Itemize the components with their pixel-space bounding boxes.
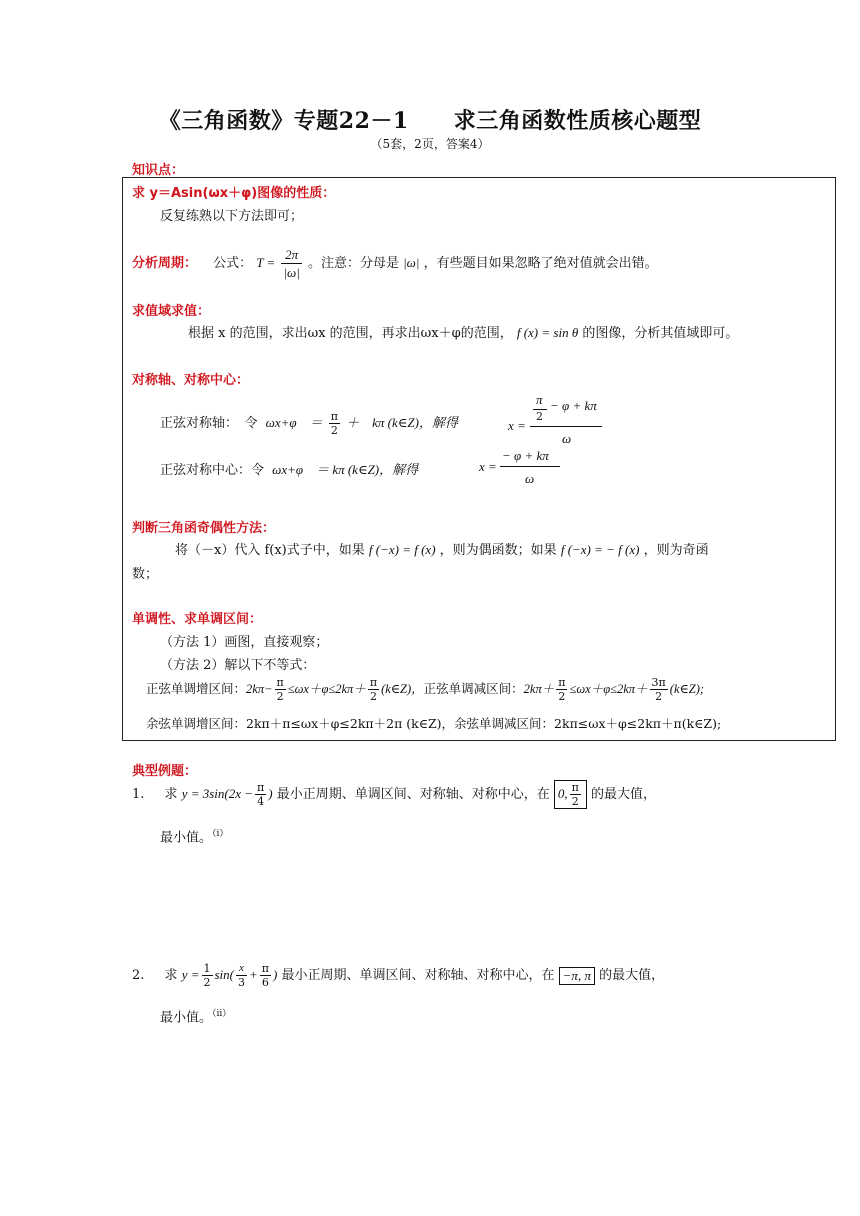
axis-num-two: 2 bbox=[536, 410, 543, 423]
range-formula: f (x) = sin θ bbox=[516, 325, 579, 340]
period-title: 分析周期： bbox=[132, 256, 198, 271]
example-1-close: ) bbox=[268, 786, 273, 801]
two-sym: 2 bbox=[655, 690, 663, 703]
example-2-sin: sin( bbox=[214, 967, 234, 982]
axis-row bbox=[160, 410, 458, 437]
sin-inc-c: (k∈Z)， bbox=[381, 682, 424, 696]
axis-pi: π bbox=[330, 410, 338, 423]
period-row bbox=[132, 246, 658, 281]
example-1-interval-frac bbox=[570, 781, 581, 808]
sine-intervals-row bbox=[146, 676, 704, 703]
example-2-pi-sixth bbox=[260, 962, 271, 989]
example-2-plus: + bbox=[249, 967, 258, 982]
parity-row bbox=[175, 539, 709, 558]
axis-x: x = bbox=[508, 418, 526, 433]
example-2-x-third bbox=[236, 962, 247, 989]
axis-num-top: π bbox=[536, 392, 543, 407]
example-1-b: 最小正周期、单调区间、对称轴、对称中心，在 bbox=[276, 787, 550, 802]
period-fraction bbox=[281, 246, 301, 281]
center-label: 正弦对称中心：令 bbox=[160, 463, 265, 478]
center-eq: ωx+φ ＝ kπ (k∈Z)，解得 bbox=[272, 462, 419, 477]
symmetry-title: 对称轴、对称中心： bbox=[132, 373, 250, 388]
sin-dec-a: 2kπ＋ bbox=[523, 682, 555, 696]
example-1-note: （i） bbox=[212, 829, 229, 839]
example-2-number: 2. bbox=[132, 968, 145, 983]
example-1-c: 的最大值， bbox=[591, 787, 657, 802]
range-text-a: 根据 x 的范围，求出ωx 的范围，再求出ωx＋φ的范围， bbox=[188, 326, 513, 341]
axis-eq-a: ωx+φ ＝ bbox=[265, 415, 323, 430]
pi-sym: π bbox=[276, 676, 284, 689]
example-1-interval bbox=[554, 780, 587, 809]
center-fraction-bar bbox=[500, 466, 560, 467]
example-2-b: 最小正周期、单调区间、对称轴、对称中心，在 bbox=[281, 968, 555, 983]
example-2-three: 3 bbox=[238, 976, 245, 989]
page-title: 《三角函数》专题22－1 求三角函数性质核心题型 bbox=[158, 108, 702, 134]
center-num: − φ + kπ bbox=[502, 448, 549, 463]
axis-pi-half bbox=[329, 410, 340, 437]
center-row bbox=[160, 459, 418, 478]
axis-two: 2 bbox=[330, 424, 338, 437]
parity-text-d: 数； bbox=[132, 567, 159, 582]
sin-inc-b: ≤ωx＋φ≤2kπ＋ bbox=[287, 682, 366, 696]
period-formula-lhs: T = bbox=[256, 255, 276, 270]
two-sym: 2 bbox=[369, 690, 377, 703]
sin-dec-c: (k∈Z); bbox=[669, 682, 705, 696]
cosine-intervals-row: 余弦单调增区间：2kπ＋π≤ωx＋φ≤2kπ＋2π (k∈Z)，余弦单调减区间：2kπ≤ωx＋φ≤2kπ＋π(k∈Z); bbox=[146, 716, 722, 731]
two-sym: 2 bbox=[276, 690, 284, 703]
example-2-pi: π bbox=[261, 962, 270, 975]
sin-inc-a: 2kπ− bbox=[246, 682, 273, 696]
axis-label: 正弦对称轴： 令 bbox=[160, 416, 258, 431]
method-1: （方法 1）画图，直接观察； bbox=[160, 635, 329, 650]
example-1-a: 求 bbox=[164, 787, 178, 802]
section-graph-properties-title: 求 y＝Asin(ωx＋φ)图像的性质： bbox=[132, 186, 336, 201]
pi-sym: π bbox=[369, 676, 378, 689]
example-1-function: y = 3sin(2x − bbox=[181, 786, 254, 801]
parity-formula-even: f (−x) = f (x) bbox=[368, 542, 436, 557]
parity-text-a: 将（－x）代入 f(x)式子中，如果 bbox=[175, 543, 365, 558]
page-subtitle: （5套，2页，答案4） bbox=[370, 137, 490, 151]
example-2-two: 2 bbox=[203, 976, 211, 989]
center-x: x = bbox=[479, 459, 497, 474]
center-den: ω bbox=[525, 471, 535, 486]
example-2-note: （ii） bbox=[212, 1009, 232, 1019]
sin-dec-frac-1 bbox=[556, 676, 567, 703]
two-sym: 2 bbox=[558, 690, 566, 703]
axis-fraction-bar bbox=[530, 426, 602, 427]
monotonic-title: 单调性、求单调区间： bbox=[132, 612, 263, 627]
parity-title: 判断三角函奇偶性方法： bbox=[132, 521, 276, 536]
range-title: 求值域求值： bbox=[132, 304, 211, 319]
period-numerator: 2π bbox=[281, 246, 301, 264]
example-1 bbox=[132, 780, 656, 809]
example-1-d: 最小值。 bbox=[160, 830, 213, 846]
example-2-f-a: y = bbox=[181, 967, 200, 982]
example-1-interval-a: 0, bbox=[557, 786, 568, 801]
example-2-one: 1 bbox=[203, 962, 211, 975]
axis-num-rest: − φ + kπ bbox=[550, 398, 597, 413]
range-text-b: 的图像，分析其值域即可。 bbox=[582, 326, 739, 341]
example-2-a: 求 bbox=[164, 968, 178, 983]
three-pi-sym: 3π bbox=[651, 676, 666, 689]
example-1-pi: π bbox=[257, 781, 265, 794]
period-abs: |ω| bbox=[403, 255, 420, 270]
example-2-interval: −π, π bbox=[559, 967, 595, 985]
knowledge-label: 知识点： bbox=[132, 163, 185, 178]
example-1-four: 4 bbox=[257, 795, 265, 808]
sin-inc-label: 正弦单调增区间： bbox=[146, 681, 247, 696]
method-2: （方法 2）解以下不等式： bbox=[160, 658, 316, 673]
example-2-c: 的最大值， bbox=[599, 968, 665, 983]
examples-label: 典型例题： bbox=[132, 764, 198, 779]
parity-formula-odd: f (−x) = − f (x) bbox=[560, 542, 640, 557]
sin-inc-frac-2 bbox=[368, 676, 379, 703]
section-graph-properties-text: 反复练熟以下方法即可； bbox=[160, 209, 304, 224]
example-1-pi-quarter bbox=[255, 781, 266, 808]
example-2-half bbox=[202, 962, 213, 989]
example-2-six: 6 bbox=[261, 976, 269, 989]
example-2-d: 最小值。 bbox=[160, 1010, 213, 1026]
period-note-a: 。注意：分母是 bbox=[307, 256, 399, 271]
sin-inc-frac-1 bbox=[275, 676, 286, 703]
period-denominator: |ω| bbox=[283, 265, 300, 280]
range-row bbox=[188, 322, 738, 341]
example-1-number: 1. bbox=[132, 787, 145, 802]
pi-sym: π bbox=[558, 676, 566, 689]
example-2-close: ) bbox=[273, 967, 278, 982]
example-1-interval-pi: π bbox=[571, 781, 579, 794]
period-prefix: 公式： bbox=[213, 256, 253, 271]
sin-dec-label: 正弦单调减区间： bbox=[423, 681, 524, 696]
example-1-interval-two: 2 bbox=[571, 795, 579, 808]
sin-dec-b: ≤ωx＋φ≤2kπ＋ bbox=[569, 682, 648, 696]
period-note-b: ，有些题目如果忽略了绝对值就会出错。 bbox=[423, 256, 658, 271]
example-2-line-2 bbox=[160, 1006, 231, 1025]
parity-text-b: ，则为偶函数；如果 bbox=[439, 543, 557, 558]
example-2-x: x bbox=[236, 962, 247, 976]
parity-text-c: ，则为奇函 bbox=[643, 543, 709, 558]
example-2 bbox=[132, 962, 664, 989]
axis-eq-b: ＋ kπ (k∈Z)，解得 bbox=[346, 415, 458, 430]
sin-dec-frac-2 bbox=[650, 676, 668, 703]
example-1-line-2 bbox=[160, 826, 228, 845]
axis-den: ω bbox=[562, 431, 572, 446]
